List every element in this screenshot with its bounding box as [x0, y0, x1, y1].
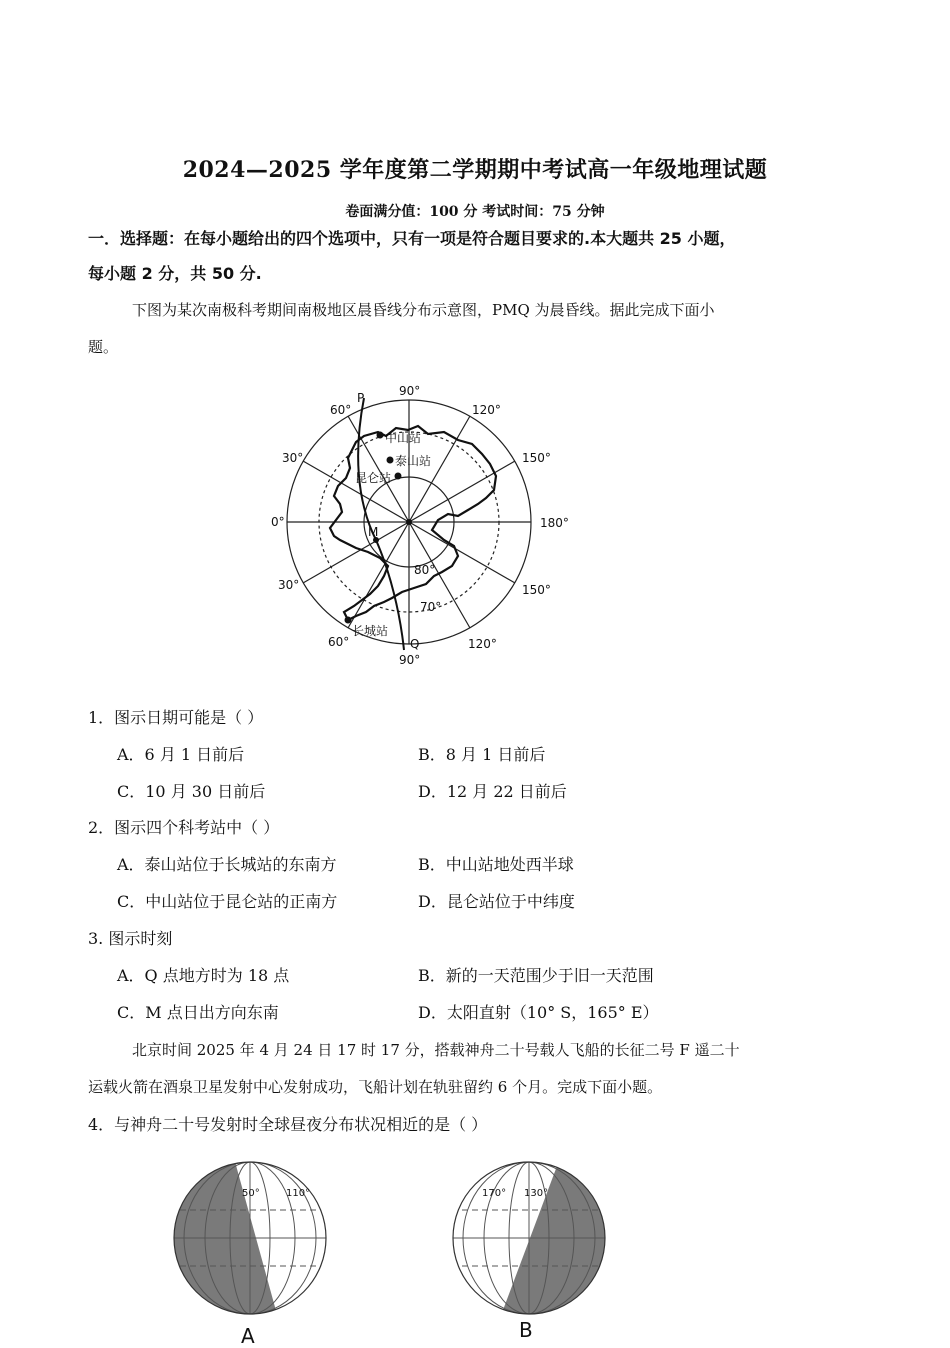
lon-label-180: 180° [540, 516, 569, 530]
station-kunlun-dot [395, 473, 402, 480]
station-changcheng-dot [345, 617, 352, 624]
globe-a-lon2: 110° [286, 1188, 311, 1199]
globe-b[interactable] [452, 1158, 612, 1318]
lon-label-30-left-top: 30° [282, 451, 304, 465]
lon-label-150-right-bottom: 150° [522, 583, 551, 597]
point-label-q: Q [410, 637, 420, 651]
station-label-zhongshan: 中山站 [385, 431, 422, 445]
globe-a-lon1: 50° [242, 1188, 260, 1199]
q3-option-d[interactable]: D．太阳直射（10° S，165° E） [418, 1003, 659, 1022]
globe-a-label: A [241, 1324, 255, 1348]
globe-b-lon1: 170° [482, 1188, 507, 1199]
station-taishan-dot [387, 457, 394, 464]
q2-stem: 2．图示四个科考站中（ ） [88, 818, 280, 837]
q1-stem: 1．图示日期可能是（ ） [88, 708, 264, 727]
q2-option-a[interactable]: A．泰山站位于长城站的东南方 [117, 855, 337, 874]
station-label-changcheng: 长城站 [352, 624, 389, 638]
q1-option-c[interactable]: C．10 月 30 日前后 [117, 782, 266, 801]
point-label-p: P [357, 391, 365, 405]
q1-option-d[interactable]: D．12 月 22 日前后 [418, 782, 567, 801]
intro1-text-1: 下图为某次南极科考期间南极地区晨昏线分布示意图，PMQ 为晨昏线。据此完成下面小 [132, 301, 715, 319]
intro2-line2: 运载火箭在酒泉卫星发射中心发射成功，飞船计划在轨驻留约 6 个月。完成下面小题。 [88, 1078, 663, 1096]
q4-stem: 4．与神舟二十号发射时全球昼夜分布状况相近的是（ ） [88, 1115, 488, 1134]
q3-stem: 3. 图示时刻 [88, 929, 173, 948]
lon-label-120-right-bottom: 120° [468, 637, 497, 651]
antarctic-terminator-map [268, 380, 584, 670]
intro1-line2: 题。 [88, 338, 119, 356]
intro1-line1 [88, 292, 868, 328]
exam-subtitle: 卷面满分值：100 分 考试时间：75 分钟 [345, 204, 605, 220]
lat-label-70: 70° [420, 600, 442, 614]
lon-label-30-left-bottom: 30° [278, 578, 300, 592]
q3-option-c[interactable]: C．M 点日出方向东南 [117, 1003, 279, 1022]
intro2-line1 [88, 1032, 868, 1068]
globe-b-lon2: 130° [524, 1188, 549, 1199]
intro2-text-1: 北京时间 2025 年 4 月 24 日 17 时 17 分，搭载神舟二十号载人飞船的长征二号 F 遥二十 [132, 1041, 740, 1059]
lat-label-80: 80° [414, 563, 436, 577]
q1-option-a[interactable]: A．6 月 1 日前后 [117, 745, 245, 764]
lon-label-60-left-top: 60° [330, 403, 352, 417]
globe-a[interactable] [170, 1158, 332, 1318]
q2-option-d[interactable]: D．昆仑站位于中纬度 [418, 892, 575, 911]
lon-label-90-top: 90° [399, 384, 421, 398]
section-heading-line1: 一．选择题：在每小题给出的四个选项中，只有一项是符合题目要求的.本大题共 25 小题， [88, 229, 736, 248]
globe-b-label: B [519, 1318, 533, 1342]
q3-option-a[interactable]: A．Q 点地方时为 18 点 [117, 966, 290, 985]
q2-option-b[interactable]: B．中山站地处西半球 [418, 855, 574, 874]
lon-label-120-right-top: 120° [472, 403, 501, 417]
section-heading-line2: 每小题 2 分，共 50 分. [88, 264, 262, 283]
lon-label-60-left-bottom: 60° [328, 635, 350, 649]
station-label-kunlun: 昆仑站 [355, 471, 392, 485]
q1-option-b[interactable]: B．8 月 1 日前后 [418, 745, 546, 764]
lon-label-90-bottom: 90° [399, 653, 421, 667]
lon-label-0: 0° [271, 515, 285, 529]
station-label-taishan: 泰山站 [395, 454, 432, 468]
exam-title: 2024—2025 学年度第二学期期中考试高一年级地理试题 [182, 157, 768, 183]
lon-label-150-right-top: 150° [522, 451, 551, 465]
q3-option-b[interactable]: B．新的一天范围少于旧一天范围 [418, 966, 654, 985]
station-zhongshan-dot [377, 432, 384, 439]
point-label-m: M [368, 525, 379, 539]
q2-option-c[interactable]: C．中山站位于昆仑站的正南方 [117, 892, 338, 911]
